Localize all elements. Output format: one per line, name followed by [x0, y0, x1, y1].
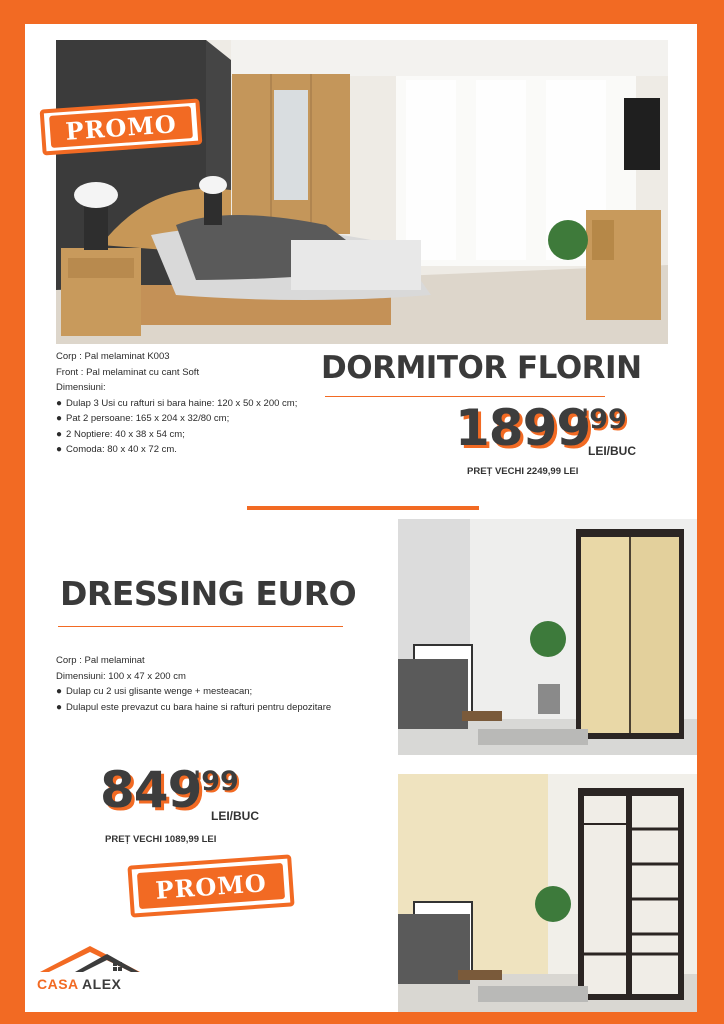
logo-word-alex: ALEX: [82, 976, 122, 992]
product2-title-rule: [58, 626, 343, 627]
wardrobe-closed-photo: [398, 519, 697, 755]
product2-price-cents: '99: [193, 766, 239, 797]
bedroom-photo: [56, 40, 668, 344]
product1-unit: LEI/BUC: [588, 444, 636, 458]
casa-alex-logo: [35, 942, 155, 1002]
bedroom-illustration: [56, 40, 668, 344]
logo-word-casa: CASA: [37, 976, 79, 992]
spec-item: ● Dulapul este prevazut cu bara haine si rafturi pentru depozitare: [56, 700, 396, 716]
product1-old-price: PREȚ VECHI 2249,99 LEI: [467, 466, 579, 477]
spec-corp: Corp : Pal melaminat: [56, 655, 145, 666]
spec-dims: Dimensiuni: 100 x 47 x 200 cm: [56, 670, 186, 682]
product2-specs: [56, 653, 396, 715]
wardrobe-open-illustration: [398, 774, 697, 1012]
product2-price: 849: [100, 761, 202, 819]
promo-label: PROMO: [49, 106, 193, 148]
promo-stamp-bottom: [127, 854, 294, 917]
spec-item: ● Dulap 3 Usi cu rafturi si bara haine: 120 x 50 x 200 cm;: [56, 396, 346, 412]
house-roof-icon: [35, 942, 145, 976]
product2-unit: LEI/BUC: [211, 809, 259, 823]
spec-front: Front : Pal melaminat cu cant Soft: [56, 366, 200, 378]
product1-title-rule: [325, 396, 605, 397]
wardrobe-closed-illustration: [398, 519, 697, 755]
spec-item: ● Dulap cu 2 usi glisante wenge + mesteacan;: [56, 684, 396, 700]
spec-item: ● Comoda: 80 x 40 x 72 cm.: [56, 442, 346, 458]
promo-label: PROMO: [137, 863, 285, 909]
product1-specs: [56, 349, 346, 458]
product1-price-cents: '99: [581, 404, 627, 435]
logo-wordmark: [37, 976, 121, 992]
flyer-sheet: [25, 24, 697, 1012]
wardrobe-open-photo: [398, 774, 697, 1012]
spec-item: ● 2 Noptiere: 40 x 38 x 54 cm;: [56, 427, 346, 443]
section-divider: [247, 506, 479, 510]
spec-item: ● Pat 2 persoane: 165 x 204 x 32/80 cm;: [56, 411, 346, 427]
product2-old-price: PREȚ VECHI 1089,99 LEI: [105, 834, 217, 845]
product2-title: DRESSING EURO: [60, 574, 357, 613]
spec-corp: Corp : Pal melaminat K003: [56, 351, 170, 362]
spec-dims-label: Dimensiuni:: [56, 382, 106, 393]
product1-price: 1899: [455, 399, 591, 457]
product1-title: DORMITOR FLORIN: [321, 350, 642, 386]
